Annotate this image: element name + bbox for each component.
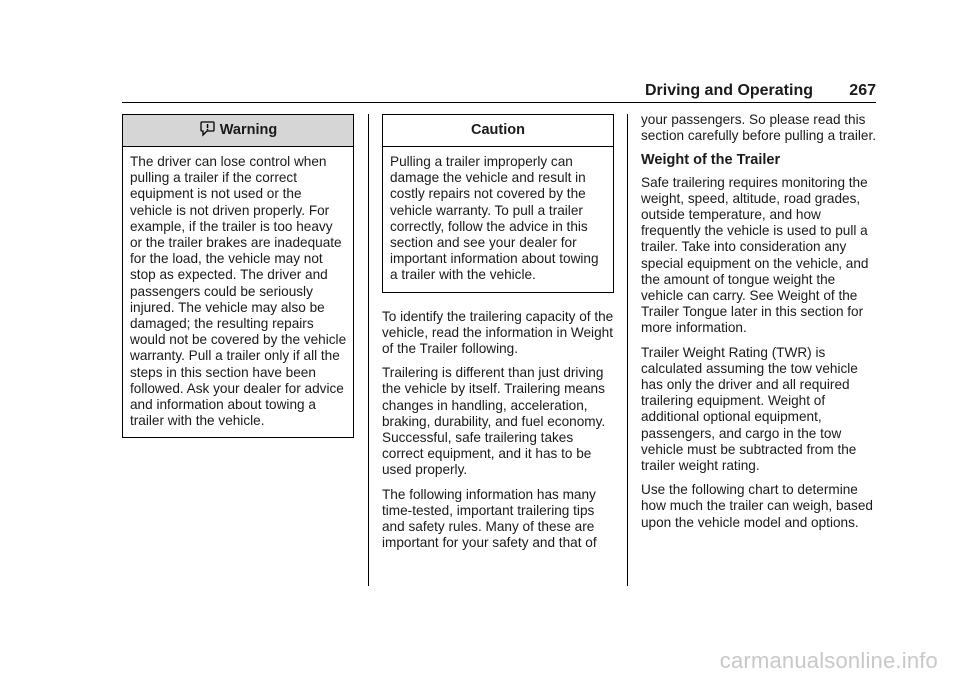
paragraph: Safe trailering requires monitoring the weight, speed, altitude, road grades, outside temperature, and how frequently the vehicle is used to pull a trailer. Take into consideration any special equipment on the vehicle, and the amount of tongue weight the vehicle can carry. See Weight of the Trailer Tongue later in this section for more information.: [641, 174, 869, 336]
warning-icon: [199, 118, 216, 135]
left-column: [122, 114, 354, 438]
caution-header: Caution: [383, 115, 613, 147]
watermark: carmanualsonline.info: [719, 648, 938, 673]
paragraph: The following information has many time-tested, important trailering tips and safety rules. Many of these are important for your safety and that of: [382, 486, 597, 551]
section-title: Driving and Operating: [644, 82, 813, 99]
warning-title: Warning: [219, 122, 278, 138]
caution-body: Pulling a trailer improperly can damage the vehicle and result in costly repairs not covered by the vehicle warranty. To pull a trailer correctly, follow the advice in this section and see your dealer for important information about towing a trailer with the vehicle.: [390, 154, 599, 283]
paragraph: your passengers. So please read this section carefully before pulling a trailer.: [641, 112, 876, 144]
column-divider: [368, 114, 369, 586]
warning-header: [123, 115, 353, 147]
section-heading: Weight of the Trailer: [641, 152, 781, 169]
middle-column: [382, 114, 614, 559]
paragraph: Trailer Weight Rating (TWR) is calculated assuming the tow vehicle has only the driver and all required trailering equipment. Weight of additional optional equipment, passengers, and cargo in the tow vehicle must be subtracted from the trailer weight rating.: [641, 344, 858, 474]
right-column: [641, 112, 877, 539]
page-header: [122, 78, 876, 103]
column-divider: [627, 114, 628, 586]
page-number: 267: [849, 82, 876, 99]
paragraph: Trailering is different than just driving the vehicle by itself. Trailering means changes in handling, acceleration, braking, durability, and fuel economy. Successful, safe trailering takes correct equipment, and it has to be used properly.: [382, 365, 606, 478]
warning-body: The driver can lose control when pulling a trailer if the correct equipment is not used or the vehicle is not driven properly. For example, if the trailer is too heavy or the trailer brakes are inadequate for the load, the vehicle may not stop as expected. The driver and passengers could be seriously injured. The vehicle may also be damaged; the resulting repairs would not be covered by the vehicle warranty. Pull a trailer only if all the steps in this section have been followed. Ask your dealer for advice and information about towing a trailer with the vehicle.: [130, 154, 347, 429]
warning-box: [122, 114, 354, 438]
paragraph: To identify the trailering capacity of the vehicle, read the information in Weight of the Trailer following.: [382, 308, 614, 357]
caution-box: [382, 114, 614, 293]
paragraph: Use the following chart to determine how much the trailer can weigh, based upon the vehicle model and options.: [641, 482, 873, 530]
